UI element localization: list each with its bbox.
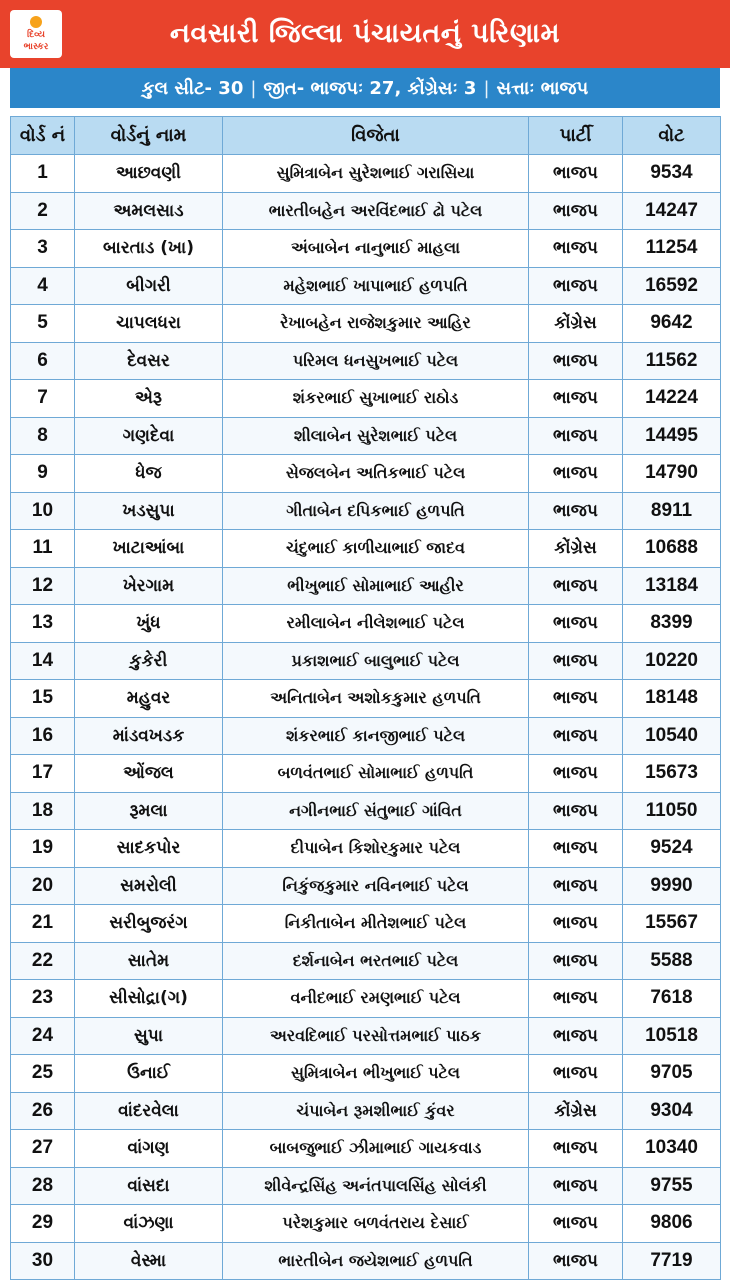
party-cell: ભાજપ — [529, 792, 623, 830]
ward-name-cell: કુકેરી — [75, 642, 223, 680]
ward-number-cell: 26 — [11, 1092, 75, 1130]
party-cell: કોંગ્રેસ — [529, 530, 623, 568]
votes-cell: 7719 — [623, 1242, 721, 1280]
ward-number-cell: 23 — [11, 980, 75, 1018]
ward-number-cell: 20 — [11, 867, 75, 905]
logo-text-line1: દિવ્ય — [27, 30, 45, 40]
winner-name-cell: શંકરભાઈ સુખાભાઈ રાઠોડ — [223, 380, 529, 418]
votes-cell: 8399 — [623, 605, 721, 643]
party-cell: ભાજપ — [529, 867, 623, 905]
column-header-winner: વિજેતા — [223, 117, 529, 155]
votes-cell: 14224 — [623, 380, 721, 418]
votes-cell: 9304 — [623, 1092, 721, 1130]
ward-number-cell: 28 — [11, 1167, 75, 1205]
votes-cell: 10540 — [623, 717, 721, 755]
ward-name-cell: ખાટાઆંબા — [75, 530, 223, 568]
ward-number-cell: 30 — [11, 1242, 75, 1280]
results-table — [10, 116, 721, 1280]
party-cell: ભાજપ — [529, 905, 623, 943]
party-cell: ભાજપ — [529, 567, 623, 605]
votes-cell: 10220 — [623, 642, 721, 680]
table-row — [11, 455, 721, 493]
party-cell: ભાજપ — [529, 755, 623, 793]
party-cell: ભાજપ — [529, 492, 623, 530]
ward-name-cell: ચાપલધરા — [75, 305, 223, 343]
ward-name-cell: વાંદરવેલા — [75, 1092, 223, 1130]
winner-name-cell: સેજલબેન અતિકભાઈ પટેલ — [223, 455, 529, 493]
table-row — [11, 942, 721, 980]
table-row — [11, 530, 721, 568]
table-row — [11, 342, 721, 380]
table-body — [11, 155, 721, 1280]
ward-name-cell: વાંગણ — [75, 1130, 223, 1168]
table-row — [11, 305, 721, 343]
table-row — [11, 1017, 721, 1055]
ward-number-cell: 21 — [11, 905, 75, 943]
winner-name-cell: શીવેન્દ્રસિંહ અનંતપાલસિંહ સોલંકી — [223, 1167, 529, 1205]
party-cell: ભાજપ — [529, 1130, 623, 1168]
ward-number-cell: 22 — [11, 942, 75, 980]
ward-name-cell: મહુવર — [75, 680, 223, 718]
summary-bar — [10, 68, 720, 108]
ward-number-cell: 17 — [11, 755, 75, 793]
winner-name-cell: ગીતાબેન દપિકભાઈ હળપતિ — [223, 492, 529, 530]
votes-cell: 10688 — [623, 530, 721, 568]
table-row — [11, 1167, 721, 1205]
party-cell: ભાજપ — [529, 830, 623, 868]
votes-cell: 15567 — [623, 905, 721, 943]
winner-name-cell: મહેશભાઈ ખાપાભાઈ હળપતિ — [223, 267, 529, 305]
party-cell: ભાજપ — [529, 380, 623, 418]
ward-number-cell: 8 — [11, 417, 75, 455]
table-header-row — [11, 117, 721, 155]
ward-number-cell: 7 — [11, 380, 75, 418]
votes-cell: 11562 — [623, 342, 721, 380]
ward-number-cell: 4 — [11, 267, 75, 305]
votes-cell: 9755 — [623, 1167, 721, 1205]
winner-name-cell: અરવદિભાઈ પરસોત્તમભાઈ પાઠક — [223, 1017, 529, 1055]
party-cell: ભાજપ — [529, 417, 623, 455]
party-cell: ભાજપ — [529, 1242, 623, 1280]
winner-name-cell: ચંદુભાઈ કાળીયાભાઈ જાદવ — [223, 530, 529, 568]
table-row — [11, 905, 721, 943]
table-row — [11, 1092, 721, 1130]
winner-name-cell: ભીખુભાઈ સોમાભાઈ આહીર — [223, 567, 529, 605]
party-cell: ભાજપ — [529, 717, 623, 755]
party-cell: ભાજપ — [529, 1017, 623, 1055]
ward-number-cell: 16 — [11, 717, 75, 755]
winner-name-cell: ભારતીબહેન અરવિંદભાઈ ઢો પટેલ — [223, 192, 529, 230]
ward-name-cell: ખડસુપા — [75, 492, 223, 530]
party-cell: ભાજપ — [529, 605, 623, 643]
table-row — [11, 867, 721, 905]
ward-number-cell: 15 — [11, 680, 75, 718]
winner-name-cell: નિકુંજકુમાર નવિનભાઈ પટેલ — [223, 867, 529, 905]
votes-cell: 13184 — [623, 567, 721, 605]
party-cell: ભાજપ — [529, 155, 623, 193]
ward-number-cell: 5 — [11, 305, 75, 343]
party-cell: ભાજપ — [529, 267, 623, 305]
party-cell: ભાજપ — [529, 942, 623, 980]
votes-cell: 11254 — [623, 230, 721, 268]
winner-name-cell: સુમિત્રાબેન ભીખુભાઈ પટેલ — [223, 1055, 529, 1093]
table-row — [11, 755, 721, 793]
winner-name-cell: પરેશકુમાર બળવંતરાય દેસાઈ — [223, 1205, 529, 1243]
page-title: નવસારી જિલ્લા પંચાયતનું પરિણામ — [169, 18, 561, 49]
party-cell: ભાજપ — [529, 1167, 623, 1205]
winner-name-cell: રમીલાબેન નીલેશભાઈ પટેલ — [223, 605, 529, 643]
votes-cell: 10518 — [623, 1017, 721, 1055]
table-row — [11, 792, 721, 830]
total-seats: કુલ સીટ- 30 — [141, 77, 244, 99]
party-cell: ભાજપ — [529, 642, 623, 680]
votes-cell: 9990 — [623, 867, 721, 905]
table-row — [11, 1130, 721, 1168]
sun-logo-icon — [30, 16, 42, 28]
table-row — [11, 1242, 721, 1280]
table-row — [11, 417, 721, 455]
table-row — [11, 230, 721, 268]
winner-name-cell: પરિમલ ધનસુખભાઈ પટેલ — [223, 342, 529, 380]
ward-name-cell: ગણદેવા — [75, 417, 223, 455]
ward-number-cell: 25 — [11, 1055, 75, 1093]
ward-number-cell: 27 — [11, 1130, 75, 1168]
winner-name-cell: નગીનભાઈ સંતુભાઈ ગાંવિત — [223, 792, 529, 830]
table-row — [11, 680, 721, 718]
winner-name-cell: બાબજુભાઈ ઝીમાભાઈ ગાયકવાડ — [223, 1130, 529, 1168]
table-row — [11, 605, 721, 643]
votes-cell: 8911 — [623, 492, 721, 530]
party-cell: કોંગ્રેસ — [529, 305, 623, 343]
party-cell: ભાજપ — [529, 192, 623, 230]
ward-number-cell: 1 — [11, 155, 75, 193]
winner-name-cell: ભારતીબેન જયેશભાઈ હળપતિ — [223, 1242, 529, 1280]
table-row — [11, 192, 721, 230]
column-header-party: પાર્ટી — [529, 117, 623, 155]
winner-name-cell: શીલાબેન સુરેશભાઈ પટેલ — [223, 417, 529, 455]
table-row — [11, 267, 721, 305]
party-cell: ભાજપ — [529, 980, 623, 1018]
ward-name-cell: સીસોદ્રા(ગ) — [75, 980, 223, 1018]
ward-number-cell: 18 — [11, 792, 75, 830]
ward-number-cell: 12 — [11, 567, 75, 605]
ward-number-cell: 29 — [11, 1205, 75, 1243]
winner-name-cell: રેખાબહેન રાજેશકુમાર આહિર — [223, 305, 529, 343]
winner-name-cell: ચંપાબેન રૂમશીભાઈ કુંવર — [223, 1092, 529, 1130]
winner-name-cell: સુમિત્રાબેન સુરેશભાઈ ગરાસિયા — [223, 155, 529, 193]
votes-cell: 9642 — [623, 305, 721, 343]
votes-cell: 10340 — [623, 1130, 721, 1168]
table-row — [11, 567, 721, 605]
ward-number-cell: 2 — [11, 192, 75, 230]
ward-number-cell: 14 — [11, 642, 75, 680]
ward-name-cell: સાતેમ — [75, 942, 223, 980]
ward-name-cell: વાંઝણા — [75, 1205, 223, 1243]
winner-name-cell: અંબાબેન નાનુભાઈ માહલા — [223, 230, 529, 268]
table-row — [11, 642, 721, 680]
ward-name-cell: વાંસદા — [75, 1167, 223, 1205]
ruling-party: સત્તાઃ ભાજપ — [496, 77, 589, 99]
ward-name-cell: એરૂ — [75, 380, 223, 418]
ward-name-cell: આછવણી — [75, 155, 223, 193]
votes-cell: 9806 — [623, 1205, 721, 1243]
ward-number-cell: 3 — [11, 230, 75, 268]
votes-cell: 14790 — [623, 455, 721, 493]
ward-number-cell: 9 — [11, 455, 75, 493]
table-row — [11, 492, 721, 530]
seats-won: જીત- ભાજપઃ 27, કોંગ્રેસઃ 3 — [263, 77, 477, 99]
column-header-ward-name: વોર્ડનું નામ — [75, 117, 223, 155]
votes-cell: 7618 — [623, 980, 721, 1018]
party-cell: ભાજપ — [529, 1205, 623, 1243]
ward-name-cell: દેવસર — [75, 342, 223, 380]
ward-name-cell: ઓંજલ — [75, 755, 223, 793]
winner-name-cell: પ્રકાશભાઈ બાલુભાઈ પટેલ — [223, 642, 529, 680]
summary-separator: | — [483, 77, 490, 99]
winner-name-cell: શંકરભાઈ કાનજીભાઈ પટેલ — [223, 717, 529, 755]
divya-bhaskar-logo — [10, 10, 62, 58]
summary-separator: | — [250, 77, 257, 99]
ward-number-cell: 19 — [11, 830, 75, 868]
party-cell: ભાજપ — [529, 455, 623, 493]
ward-name-cell: વેસ્મા — [75, 1242, 223, 1280]
winner-name-cell: અનિતાબેન અશોકકુમાર હળપતિ — [223, 680, 529, 718]
votes-cell: 15673 — [623, 755, 721, 793]
ward-name-cell: સુપા — [75, 1017, 223, 1055]
logo-text-line2: ભાસ્કર — [23, 42, 49, 52]
party-cell: ભાજપ — [529, 342, 623, 380]
votes-cell: 5588 — [623, 942, 721, 980]
ward-name-cell: ખુંધ — [75, 605, 223, 643]
table-row — [11, 1055, 721, 1093]
ward-name-cell: અમલસાડ — [75, 192, 223, 230]
table-row — [11, 155, 721, 193]
header-banner — [0, 0, 730, 68]
votes-cell: 11050 — [623, 792, 721, 830]
party-cell: ભાજપ — [529, 230, 623, 268]
winner-name-cell: વનીદભાઈ રમણભાઈ પટેલ — [223, 980, 529, 1018]
ward-number-cell: 10 — [11, 492, 75, 530]
ward-name-cell: સમરોલી — [75, 867, 223, 905]
ward-name-cell: રૂમલા — [75, 792, 223, 830]
ward-number-cell: 6 — [11, 342, 75, 380]
ward-name-cell: સાદકપોર — [75, 830, 223, 868]
ward-name-cell: સરીબુજરંગ — [75, 905, 223, 943]
winner-name-cell: દીપાબેન કિશોરકુમાર પટેલ — [223, 830, 529, 868]
ward-name-cell: બીગરી — [75, 267, 223, 305]
winner-name-cell: દર્શનાબેન ભરતભાઈ પટેલ — [223, 942, 529, 980]
column-header-ward-no: વોર્ડ નં — [11, 117, 75, 155]
column-header-votes: વોટ — [623, 117, 721, 155]
winner-name-cell: બળવંતભાઈ સોમાભાઈ હળપતિ — [223, 755, 529, 793]
ward-number-cell: 24 — [11, 1017, 75, 1055]
table-row — [11, 1205, 721, 1243]
votes-cell: 18148 — [623, 680, 721, 718]
votes-cell: 16592 — [623, 267, 721, 305]
ward-name-cell: ઉનાઈ — [75, 1055, 223, 1093]
ward-number-cell: 11 — [11, 530, 75, 568]
votes-cell: 14247 — [623, 192, 721, 230]
ward-number-cell: 13 — [11, 605, 75, 643]
ward-name-cell: બારતાડ (ખા) — [75, 230, 223, 268]
winner-name-cell: નિકીતાબેન મીતેશભાઈ પટેલ — [223, 905, 529, 943]
party-cell: ભાજપ — [529, 1055, 623, 1093]
table-row — [11, 830, 721, 868]
party-cell: ભાજપ — [529, 680, 623, 718]
votes-cell: 14495 — [623, 417, 721, 455]
votes-cell: 9524 — [623, 830, 721, 868]
ward-name-cell: માંડવખડક — [75, 717, 223, 755]
table-row — [11, 980, 721, 1018]
votes-cell: 9705 — [623, 1055, 721, 1093]
party-cell: કોંગ્રેસ — [529, 1092, 623, 1130]
table-row — [11, 380, 721, 418]
ward-name-cell: ધેજ — [75, 455, 223, 493]
ward-name-cell: ખેરગામ — [75, 567, 223, 605]
table-row — [11, 717, 721, 755]
votes-cell: 9534 — [623, 155, 721, 193]
